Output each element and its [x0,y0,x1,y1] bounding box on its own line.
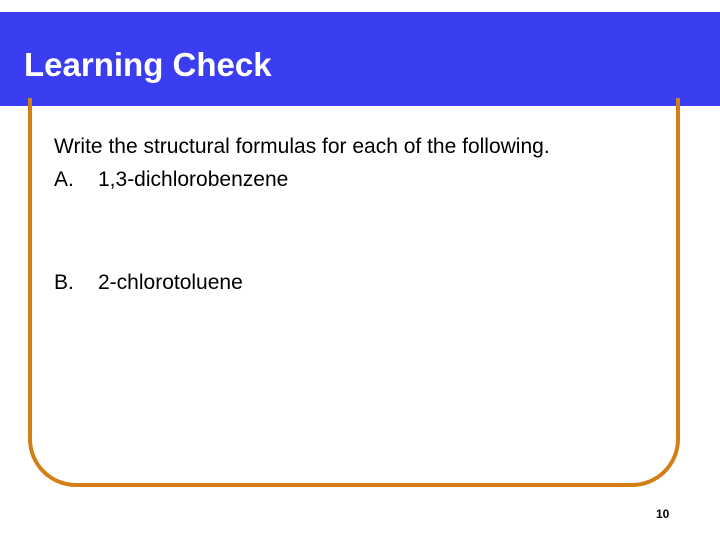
item-a-text: 1,3-dichlorobenzene [98,168,289,191]
slide-title: Learning Check [24,46,272,83]
page-number: 10 [656,507,670,521]
item-b [54,270,243,296]
title-bar [0,12,720,106]
item-a-letter: A. [54,168,74,191]
item-b-letter: B. [54,271,74,294]
item-b-text: 2-chlorotoluene [98,271,243,294]
item-a [54,167,288,193]
prompt-text: Write the structural formulas for each of the following. [54,135,550,158]
